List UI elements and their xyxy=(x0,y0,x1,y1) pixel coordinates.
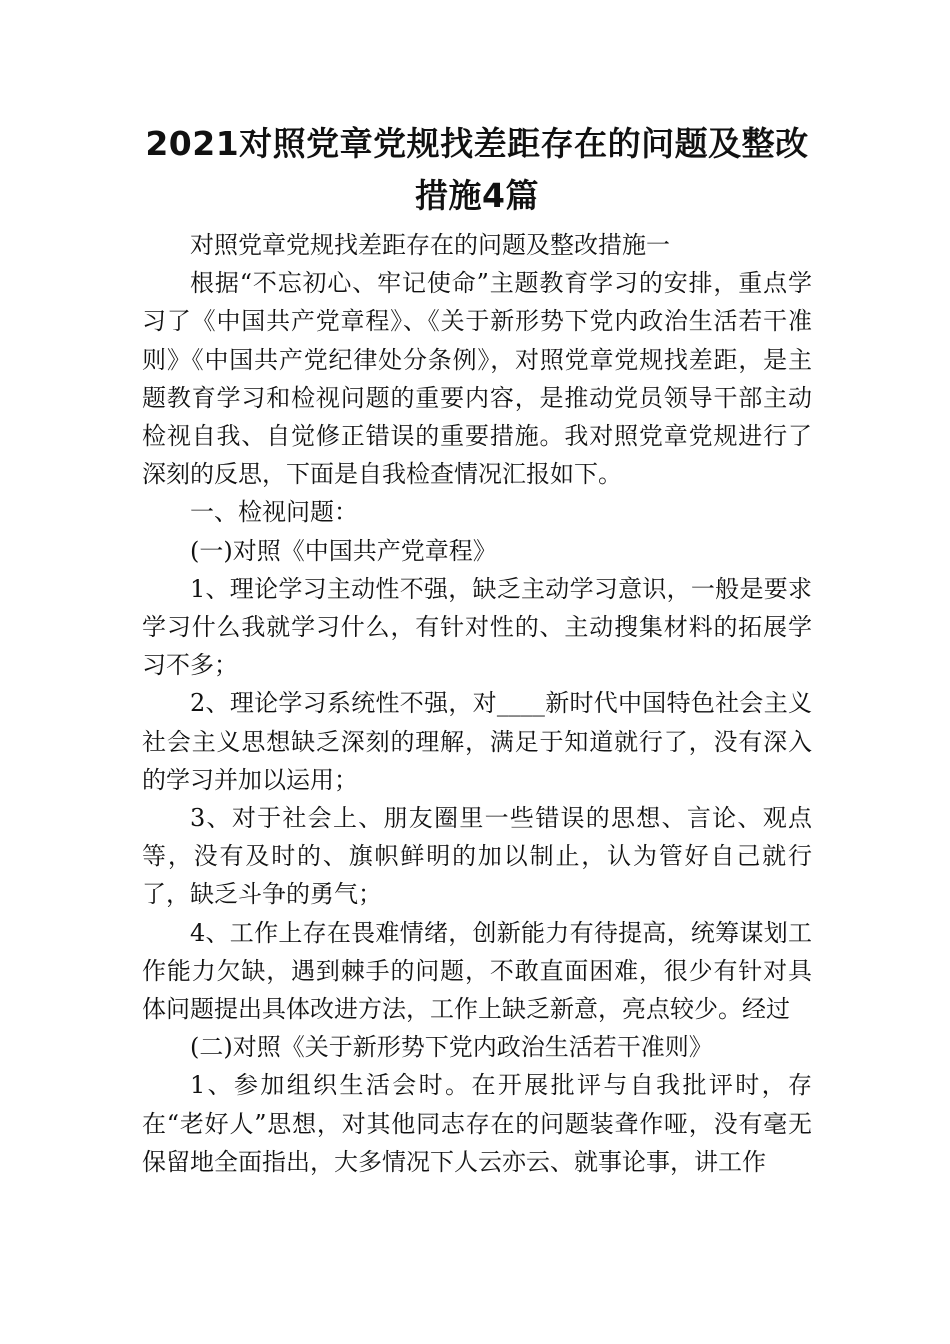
subsection-heading: (二)对照《关于新形势下党内政治生活若干准则》 xyxy=(190,1033,713,1062)
document-title: 2021对照党章党规找差距存在的问题及整改措施4篇 xyxy=(145,124,809,215)
document-page xyxy=(142,118,812,1181)
list-item: 3、对于社会上、朋友圈里一些错误的思想、言论、观点等，没有及时的、旗帜鲜明的加以制止，认为管好自己就行了，缺乏斗争的勇气； xyxy=(142,804,812,909)
list-item: 4、工作上存在畏难情绪，创新能力有待提高，统筹谋划工作能力欠缺，遇到棘手的问题，不敢直面困难，很少有针对具体问题提出具体改进方法，工作上缺乏新意，亮点较少。经过 xyxy=(142,918,812,1024)
intro-paragraph: 根据“不忘初心、牢记使命”主题教育学习的安排，重点学习了《中国共产党章程》、《关于新形势下党内政治生活若干准则》《中国共产党纪律处分条例》，对照党章党规找差距，是主题教育学习和检视问题的重要内容，是推动党员领导干部主动检视自我、自觉修正错误的重要措施。我对照党章党规进行了深刻的反思，下面是自我检查情况汇报如下。 xyxy=(142,269,812,489)
list-item: 2、理论学习系统性不强，对____新时代中国特色社会主义社会主义思想缺乏深刻的理解，满足于知道就行了，没有深入的学习并加以运用； xyxy=(142,689,812,794)
document-body xyxy=(142,226,812,1181)
list-item: 1、参加组织生活会时。在开展批评与自我批评时，存在“老好人”思想，对其他同志存在的问题装聋作哑，没有毫无保留地全面指出，大多情况下人云亦云、就事论事，讲工作 xyxy=(142,1071,812,1176)
part-heading: 一、检视问题： xyxy=(190,498,358,527)
list-item: 1、理论学习主动性不强，缺乏主动学习意识，一般是要求学习什么我就学习什么，有针对性的、主动搜集材料的拓展学习不多； xyxy=(142,574,812,680)
section-heading: 对照党章党规找差距存在的问题及整改措施一 xyxy=(190,231,670,259)
subsection-heading: (一)对照《中国共产党章程》 xyxy=(190,536,497,565)
